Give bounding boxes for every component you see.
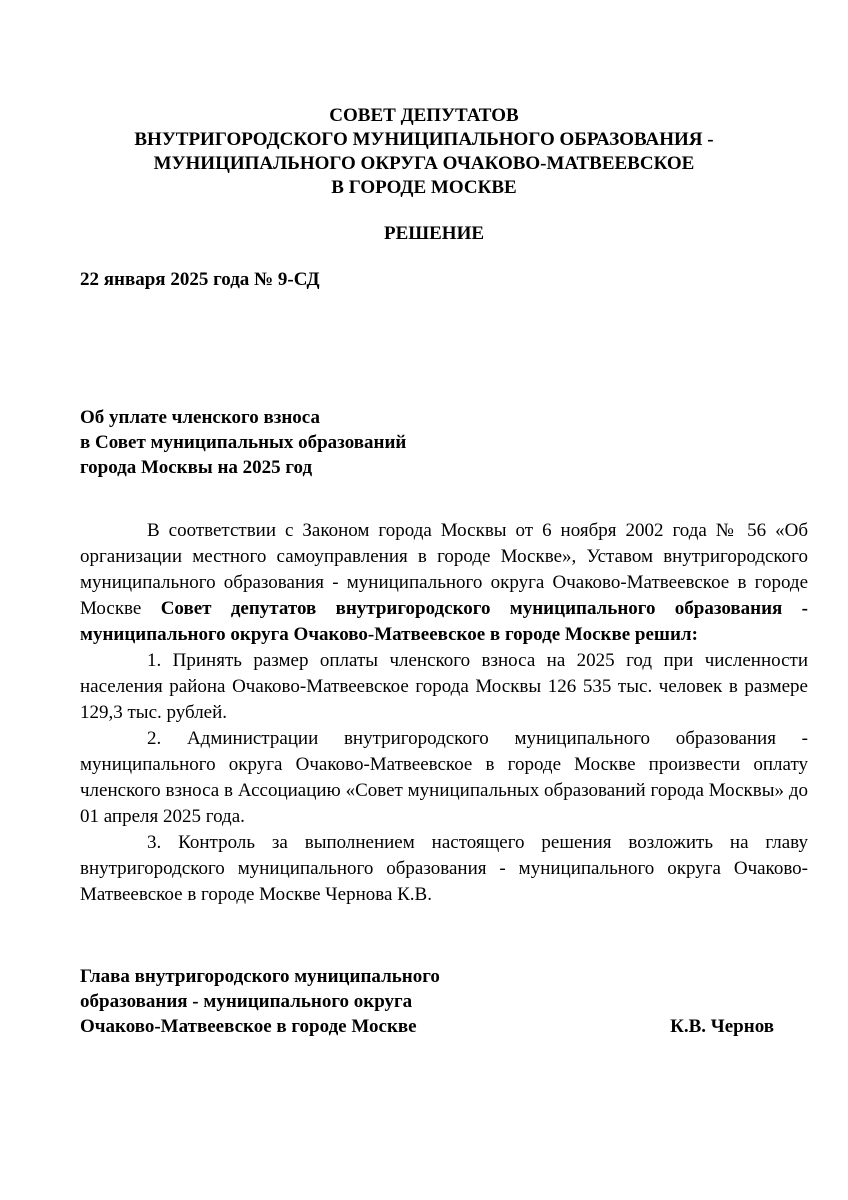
decision-body xyxy=(80,518,808,908)
document-type-title: РЕШЕНИЕ xyxy=(383,223,485,244)
decision-item-2: 2. Администрации внутригородского муниципального образования - муниципального округа Очаково-Матвеевское в городе Москве произвести оплату членского взноса в Ассоциацию «Совет муниципальных образований города Москвы» до 01 апреля 2025 года. xyxy=(80,728,808,827)
subject-line: в Совет муниципальных образований xyxy=(80,432,407,453)
preamble-resolution: Совет депутатов внутригородского муниципального образования - муниципального округа Очаково-Матвеевское в городе Москве решил: xyxy=(80,598,808,645)
decision-item-3: 3. Контроль за выполнением настоящего решения возложить на главу внутригородского муниципального образования - муниципального округа Очаково-Матвеевское в городе Москве Чернова К.В. xyxy=(80,832,808,905)
header-line: МУНИЦИПАЛЬНОГО ОКРУГА ОЧАКОВО-МАТВЕЕВСКОЕ xyxy=(153,153,695,174)
signature-block xyxy=(80,964,774,1039)
date-and-number: 22 января 2025 года № 9-СД xyxy=(80,269,320,290)
document-header xyxy=(0,104,848,200)
signatory-title-line: образования - муниципального округа xyxy=(80,991,413,1012)
decision-subject xyxy=(80,405,406,480)
header-line: ВНУТРИГОРОДСКОГО МУНИЦИПАЛЬНОГО ОБРАЗОВАНИЯ - xyxy=(134,129,714,150)
decision-item-1: 1. Принять размер оплаты членского взноса на 2025 год при численности населения района Очаково-Матвеевское города Москвы 126 535 тыс. человек в размере 129,3 тыс. рублей. xyxy=(80,650,808,723)
signatory-name: К.В. Чернов xyxy=(670,1016,774,1037)
preamble-text: В соответствии с Законом города Москвы от 6 ноября 2002 года № 56 «Об организации местного самоуправления в городе Москве», Уставом внутригородского муниципального образования - муниципального округа Очаково-Матвеевское в городе Москве xyxy=(80,520,808,619)
header-line: СОВЕТ ДЕПУТАТОВ xyxy=(329,105,519,126)
subject-line: Об уплате членского взноса xyxy=(80,407,320,428)
signatory-title-line: Глава внутригородского муниципального xyxy=(80,966,440,987)
signatory-title-line: Очаково-Матвеевское в городе Москве xyxy=(80,1016,417,1037)
header-line: В ГОРОДЕ МОСКВЕ xyxy=(331,177,517,198)
preamble-paragraph xyxy=(80,518,808,648)
subject-line: города Москвы на 2025 год xyxy=(80,457,313,478)
